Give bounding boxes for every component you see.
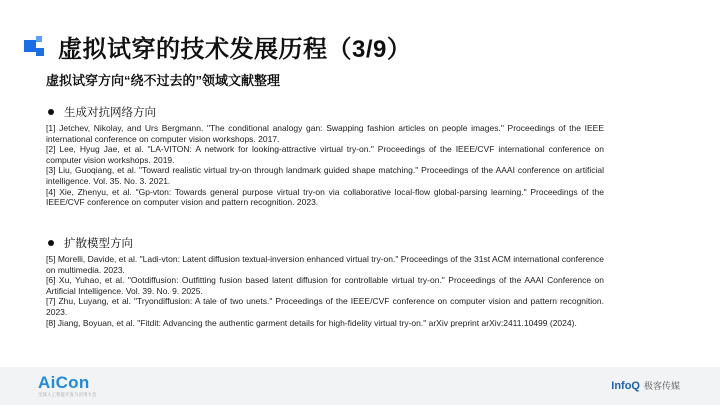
reference-item: [5] Morelli, Davide, et al. "Ladi-vton: Latent diffusion textual-inversion enhanced virtual try-on." Proceedings of the 31st ACM international conference on multimedia. 2023. — [46, 254, 604, 275]
title-squares-icon — [24, 34, 48, 58]
section-heading-text: 生成对抗网络方向 — [64, 107, 156, 119]
section-diffusion — [46, 235, 604, 328]
reference-item: [4] Xie, Zhenyu, et al. "Gp-vton: Towards general purpose virtual try-on via collaborative local-flow global-parsing learning." Proceedings of the IEEE/CVF conference on computer vision and pattern recognition. 2023. — [46, 186, 604, 208]
title-bar — [24, 28, 411, 64]
aicon-logo-text: AiCon — [38, 373, 90, 392]
reference-item: [7] Zhu, Luyang, et al. "Tryondiffusion: A tale of two unets." Proceedings of the IEEE/CVF conference on computer vision and pattern recognition. 2023. — [46, 296, 604, 317]
section-heading-diffusion — [46, 235, 604, 251]
reference-item: [3] Liu, Guoqiang, et al. "Toward realistic virtual try-on through landmark guided shape matching." Proceedings of the AAAI conference on artificial intelligence. Vol. 35. No. 3. 2021. — [46, 165, 604, 186]
infoq-logo-cn: 极客传媒 — [643, 381, 680, 391]
reference-item: [6] Xu, Yuhao, et al. "Ootdiffusion: Outfitting fusion based latent diffusion for controllable virtual try-on." Proceedings of the AAAI Conference on Artificial Intelligence. Vol. 39. No. 9. 2025. — [46, 275, 604, 296]
page-subtitle: 虚拟试穿方向“绕不过去的”领域文献整理 — [46, 73, 281, 88]
bullet-icon — [48, 240, 54, 246]
reference-item: [1] Jetchev, Nikolay, and Urs Bergmann. "The conditional analogy gan: Swapping fashion articles on people images." Proceedings of the IEEE international conference on computer vision workshops. 2017. — [46, 123, 604, 144]
reference-item: [8] Jiang, Boyuan, et al. "Fitdit: Advancing the authentic garment details for high-fidelity virtual try-on." arXiv preprint arXiv:2411.10499 (2024). — [46, 317, 577, 328]
reference-item: [2] Lee, Hyug Jae, et al. "LA-VITON: A network for looking-attractive virtual try-on." Proceedings of the IEEE/CVF international conference on computer vision workshops. 2019. — [46, 144, 604, 165]
infoq-logo — [611, 379, 680, 392]
page-title: 虚拟试穿的技术发展历程（3/9） — [58, 35, 412, 63]
section-heading-text: 扩散模型方向 — [64, 238, 133, 250]
section-gan — [46, 104, 604, 208]
section-heading-gan — [46, 104, 604, 120]
footer-bar — [0, 367, 720, 405]
aicon-logo-tagline: 全球人工智能开发与应用大会 — [38, 392, 97, 397]
infoq-logo-text: InfoQ — [611, 379, 640, 392]
aicon-logo — [38, 373, 97, 398]
bullet-icon — [48, 109, 54, 115]
